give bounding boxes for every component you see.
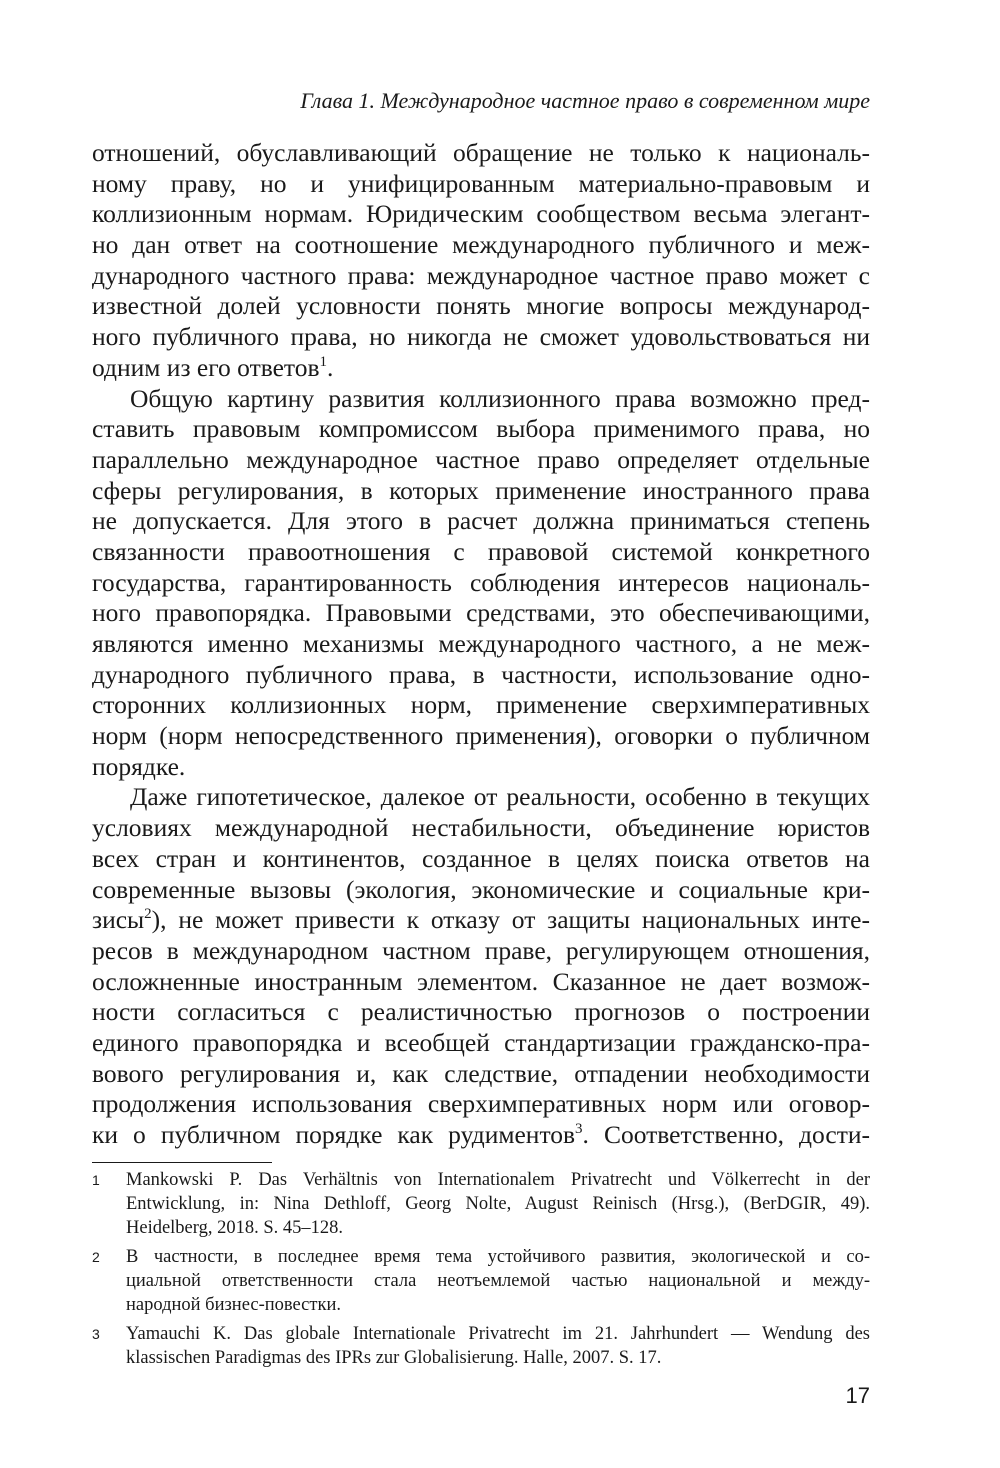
- footnote-number: 2: [92, 1249, 100, 1265]
- text-line: связанности правоотношения с правовой системой конкретного: [92, 536, 870, 566]
- text-line: ставить правовым компромиссом выбора применимого права, но: [92, 414, 870, 444]
- text-line: зисы$^2$), не может привести к отказу от защиты национальных инте-: [92, 905, 870, 935]
- text-line: ному праву, но и унифицированным материально-правовым и: [92, 168, 870, 198]
- page-number: 17: [845, 1383, 870, 1408]
- footnote-line: Yamauchi K. Das globale Internationale Privatrecht im 21. Jahrhundert — Wendung des: [126, 1324, 870, 1344]
- text-line: Даже гипотетическое, далекое от реальности, особенно в текущих: [130, 782, 870, 812]
- text-line: порядке.: [92, 751, 186, 781]
- text-line: ного публичного права, но никогда не сможет удовольствоваться ни: [92, 322, 870, 352]
- text-line: являются именно механизмы международного частного, а не меж-: [92, 629, 870, 658]
- footnote: [92, 1322, 870, 1370]
- footnotes: [92, 1168, 870, 1375]
- text-line: не допускается. Для этого в расчет должна приниматься степень: [92, 506, 870, 536]
- text-line: сторонних коллизионных норм, применение сверхимперативных: [92, 690, 870, 720]
- text-line: вового регулирования и, как следствие, отпадении необходимости: [92, 1058, 870, 1088]
- text-line: осложненные иностранным элементом. Сказанное не дает возмож-: [92, 966, 870, 996]
- paragraph: [92, 782, 870, 1150]
- text-line: ного правопорядка. Правовыми средствами, это обеспечивающими,: [92, 598, 870, 628]
- footnote-line: народной бизнес-повестки.: [126, 1295, 341, 1315]
- text-line: одним из его ответов$^1$.: [92, 352, 334, 382]
- text-line: дународного частного права: международное частное право может с: [92, 260, 870, 290]
- footnote: [92, 1168, 870, 1240]
- text-line: параллельно международное частное право определяет отдельные: [92, 444, 870, 474]
- text-line: Общую картину развития коллизионного права возможно пред-: [130, 383, 870, 413]
- running-header: Глава 1. Международное частное право в современном мире: [300, 88, 870, 113]
- paragraph: [92, 138, 870, 384]
- text-line: современные вызовы (экология, экономические и социальные кри-: [92, 874, 870, 904]
- text-line: единого правопорядка и всеобщей стандартизации гражданско-пра-: [92, 1027, 870, 1057]
- text-line: известной долей условности понять многие вопросы международ-: [92, 291, 870, 321]
- footnote-ref[interactable]: 2: [144, 906, 152, 923]
- text-line: коллизионным нормам. Юридическим сообществом весьма элегант-: [92, 199, 870, 229]
- text-line: сферы регулирования, в которых применение иностранного права: [92, 475, 870, 505]
- footnote-number: 3: [92, 1326, 100, 1342]
- footnote: [92, 1245, 870, 1317]
- footnote-line: циальной ответственности стала неотъемлемой частью национальной и между-: [126, 1271, 870, 1291]
- text-line: ресов в международном частном праве, регулирующем отношения,: [92, 935, 870, 965]
- body-text: [92, 138, 870, 1151]
- text-line: государства, гарантированность соблюдения интересов националь-: [92, 567, 870, 597]
- text-line: ки о публичном порядке как рудиментов$^3$. Соответственно, дости-: [92, 1120, 870, 1149]
- text-line: условиях международной нестабильности, объединение юристов: [92, 813, 870, 843]
- footnote-number: 1: [92, 1172, 100, 1188]
- text-line: продолжения использования сверхимперативных норм или оговор-: [92, 1089, 870, 1119]
- text-line: дународного публичного права, в частности, использование одно-: [92, 659, 870, 689]
- footnote-line: Entwicklung, in: Nina Dethloff, Georg Nolte, August Reinisch (Hrsg.), (BerDGIR, 49).: [126, 1194, 870, 1214]
- paragraph: [92, 384, 870, 783]
- text-line: но дан ответ на соотношение международного публичного и меж-: [92, 230, 870, 260]
- footnote-line: В частности, в последнее время тема устойчивого развития, экологической и со-: [126, 1247, 870, 1267]
- text-line: всех стран и континентов, созданное в целях поиска ответов на: [92, 843, 870, 873]
- text-line: ности согласиться с реалистичностью прогнозов о построении: [92, 997, 870, 1027]
- footnote-line: Heidelberg, 2018. S. 45–128.: [126, 1218, 344, 1238]
- text-line: норм (норм непосредственного применения), оговорки о публичном: [92, 721, 870, 751]
- footnote-ref[interactable]: 3: [575, 1121, 583, 1137]
- footnote-line: Mankowski P. Das Verhältnis von Internationalem Privatrecht und Völkerrecht in der: [126, 1170, 870, 1190]
- text-line: отношений, обуславливающий обращение не только к националь-: [92, 138, 870, 167]
- footnote-line: klassischen Paradigmas des IPRs zur Globalisierung. Halle, 2007. S. 17.: [126, 1348, 662, 1368]
- footnote-separator: [92, 1162, 272, 1163]
- footnote-ref[interactable]: 1: [319, 353, 328, 370]
